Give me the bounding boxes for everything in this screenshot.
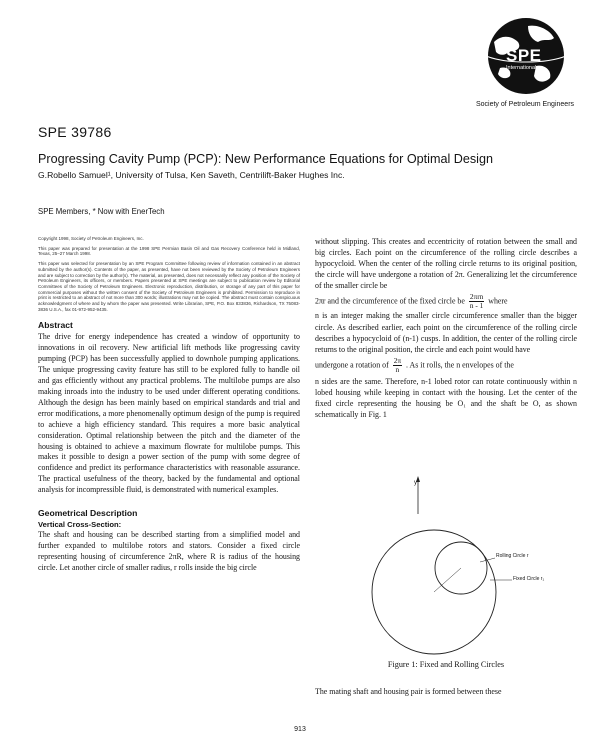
logo-text: SPE xyxy=(506,46,542,65)
right-para-1: without slipping. This creates and eccentricity of rotation between the small and big circles. Each point on the circumference of the rolling circle describes a hypocycloid. When the center of the rolling circle returns to its original position, the circle will have undergone a rotation of 2π. Generalizing let the circumference of the smaller circle be xyxy=(315,237,577,291)
paper-number: SPE 39786 xyxy=(38,124,112,140)
fixed-rolling-circles-diagram xyxy=(330,474,570,656)
rolling-circle-label: Rolling Circle r xyxy=(496,553,529,559)
abstract-heading: Abstract xyxy=(38,320,73,331)
figure-caption: Figure 1: Fixed and Rolling Circles xyxy=(387,660,505,669)
geometry-heading: Geometrical Description xyxy=(38,508,138,519)
geometry-subheading: Vertical Cross-Section: xyxy=(38,520,122,530)
logo-subtext: International xyxy=(506,65,537,71)
fraction-rotation xyxy=(393,357,402,374)
right-para-2-a: 2πr and the circumference of the fixed circle be xyxy=(315,296,465,306)
right-column xyxy=(315,236,577,420)
left-column xyxy=(38,236,300,574)
authors: G.Robello Samuel¹, University of Tulsa, Ken Saveth, Centrilift-Baker Hughes Inc. xyxy=(38,170,345,180)
right-para-2 xyxy=(315,293,577,310)
spe-logo xyxy=(466,12,590,112)
paper-title: Progressing Cavity Pump (PCP): New Performance Equations for Optimal Design xyxy=(38,152,493,166)
right-para-5: n sides are the same. Therefore, n-1 lobed rotor can rotate continuously within n lobed housing while keeping in contact with the housing. Let the center of the fixed circle representing the housing be O₁ and the shaft be O, as shown schematically in Fig. 1 xyxy=(315,376,577,420)
members-note: SPE Members, * Now with EnerTech xyxy=(38,207,165,216)
page-number: 913 xyxy=(294,726,306,733)
fraction-circumference xyxy=(469,293,484,310)
axis-label: y xyxy=(414,480,417,486)
copyright-para-1: This paper was prepared for presentation at the 1998 SPE Permian Basin Oil and Gas Recovery Conference held in Midland, Texas, 25–27 March 1998. xyxy=(38,245,300,257)
right-para-4-a: undergone a rotation of xyxy=(315,360,389,370)
geometry-text: The shaft and housing can be described starting from a simplified model and further expanded to multilobe rotors and stators. Consider a fixed circle representing housing of circumference 2πR, where R is radius of the housing circle. Let another circle of smaller radius, r rolls inside the big circle xyxy=(38,530,300,572)
fraction-rotation-den: n xyxy=(395,364,400,374)
copyright-para-2: This paper was selected for presentation by an SPE Program Committee following review of information contained in an abstract submitted by the author(s). Contents of the paper, as presented, have not been reviewed by the Society of Petroleum Engineers and are subject to correction by the author(s). The material, as presented, does not necessarily reflect any position of the Society of Petroleum Engineers, its officers, or members. Papers presented at SPE meetings are subject to publication review by Editorial Committees of the Society of Petroleum Engineers. Electronic reproduction, distribution, or storage of any part of this paper for commercial purposes without the written consent of the Society of Petroleum Engineers is prohibited. Permission to reproduce in print is restricted to an abstract of not more than 300 words; illustrations may not be copied. The abstract must contain conspicuous acknowledgment of where and by whom the paper was presented. Write Librarian, SPE, P.O. Box 833836, Richardson, TX 75083-3836 U.S.A., fax 01-972-952-9435. xyxy=(38,261,300,312)
fixed-circle-label: Fixed Circle r₁ xyxy=(513,576,545,582)
figure-1 xyxy=(330,474,570,656)
right-para-4-b: . As it rolls, the n envelopes of the xyxy=(406,360,514,370)
right-para-4 xyxy=(315,357,577,374)
abstract-text: The drive for energy independence has created a window of opportunity to innovations in oil recovery. New artificial lift methods like progressing cavity pumping (PCP) has been successfully applied to downhole pumping applications. The unique progressing cavity feature has still to be explored fully to handle oil and gas efficiently without any practical problems. The multilobe pumps are also making inroads into the industry to be used under different operating conditions. Although the design has been mainly based on empirical standards and trial and error modifications, a more phenomenally optimum design of the pump is required to achieve a high efficiency standard. This requires a more basic analytical consideration. Optimal relationship between the pitch and the diameter of the housing is obtained to achieve a maximum flowrate for multilobe pumps. This makes it possible to design a power section of the pump with some degree of confidence and predict its performance characteristics with reasonable assurance. The practical usefulness of the theory, backed by the fundamental and optional analysis for incompressible fluid, is demonstrated with numerical examples. xyxy=(38,332,300,495)
fraction-num: 2πrn xyxy=(469,292,484,302)
fraction-den: n - 1 xyxy=(469,301,484,311)
after-figure-text: The mating shaft and housing pair is formed between these xyxy=(315,687,502,696)
society-name: Society of Petroleum Engineers xyxy=(475,101,575,108)
fraction-rotation-num: 2π xyxy=(393,355,402,365)
copyright-line: Copyright 1998, Society of Petroleum Engineers, Inc. xyxy=(38,236,144,241)
right-para-3: n is an integer making the smaller circle circumference smaller than the bigger circle. As described earlier, each point on the circumference of the rolling circle describes a hypocycloid of (n-1) cusps. In addition, the center of the rolling circle returns to the original position, the circle and each point would have xyxy=(315,311,577,354)
right-para-2-b: where xyxy=(488,296,508,306)
